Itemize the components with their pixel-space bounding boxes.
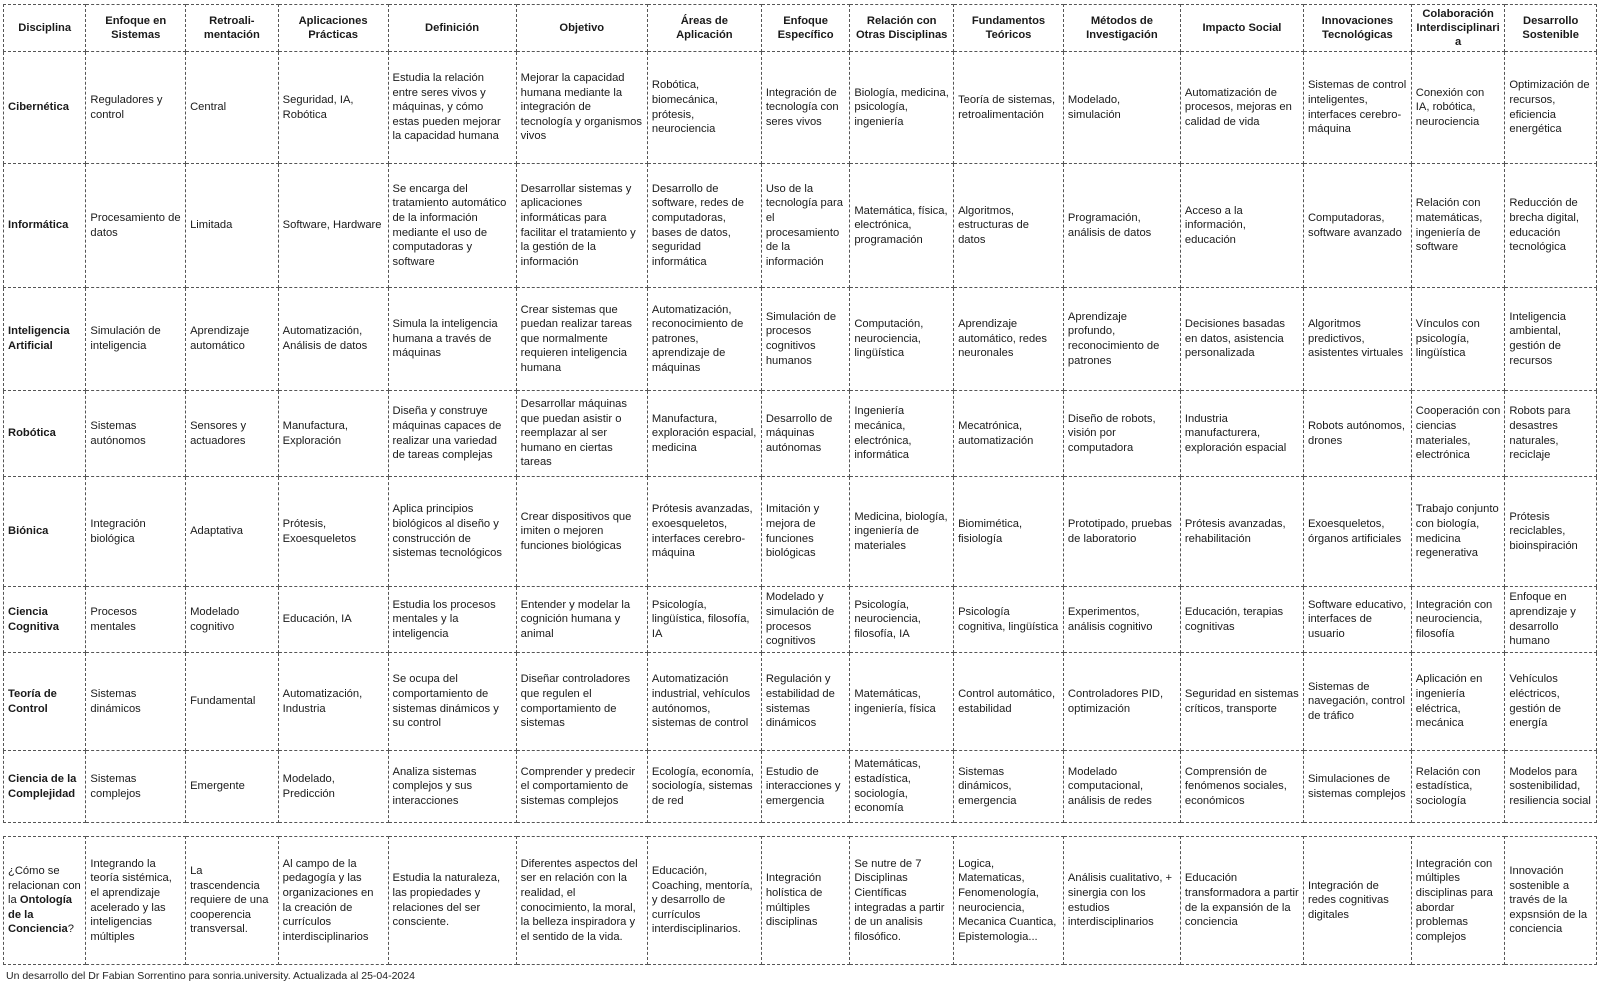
table-cell: Simula la inteligencia humana a través de máquinas: [388, 288, 516, 391]
column-header: Colaboración Interdisciplinaria: [1411, 5, 1505, 52]
table-cell: Matemática, física, electrónica, programación: [850, 164, 954, 288]
table-cell: Prótesis avanzadas, exoesqueletos, interfaces cerebro-máquina: [647, 477, 761, 587]
discipline-name: Cibernética: [4, 52, 86, 164]
table-cell: Simulación de inteligencia: [86, 288, 186, 391]
table-cell: Algoritmos predictivos, asistentes virtuales: [1303, 288, 1411, 391]
table-cell: Robots autónomos, drones: [1303, 391, 1411, 477]
table-cell: Robots para desastres naturales, reciclaje: [1505, 391, 1597, 477]
table-cell: Seguridad, IA, Robótica: [278, 52, 388, 164]
table-cell: Comprender y predecir el comportamiento de sistemas complejos: [516, 751, 647, 823]
table-cell: Manufactura, Exploración: [278, 391, 388, 477]
table-cell: Psicología, lingüística, filosofía, IA: [647, 587, 761, 653]
column-header: Objetivo: [516, 5, 647, 52]
table-cell: Estudia la relación entre seres vivos y máquinas, y cómo estas pueden mejorar la capacidad humana: [388, 52, 516, 164]
table-cell: Se encarga del tratamiento automático de la información mediante el uso de computadoras y software: [388, 164, 516, 288]
table-cell: Fundamental: [186, 653, 279, 751]
question-mark: ?: [67, 923, 74, 936]
table-cell: Software, Hardware: [278, 164, 388, 288]
table-cell: Cooperación con ciencias materiales, electrónica: [1411, 391, 1505, 477]
column-header: Relación con Otras Disciplinas: [850, 5, 954, 52]
table-cell: Diseña y construye máquinas capaces de realizar una variedad de tareas complejas: [388, 391, 516, 477]
table-cell: Prótesis, Exoesqueletos: [278, 477, 388, 587]
discipline-name: Ciencia de la Complejidad: [4, 751, 86, 823]
table-cell: Sistemas dinámicos: [86, 653, 186, 751]
table-cell: Adaptativa: [186, 477, 279, 587]
column-header: Innovaciones Tecnológicas: [1303, 5, 1411, 52]
table-row: [4, 653, 1597, 751]
table-cell: Aprendizaje automático: [186, 288, 279, 391]
table-row: [4, 587, 1597, 653]
table-cell: Procesos mentales: [86, 587, 186, 653]
table-row: [4, 288, 1597, 391]
table-cell: Sistemas dinámicos, emergencia: [954, 751, 1064, 823]
table-cell: Sistemas de control inteligentes, interfaces cerebro-máquina: [1303, 52, 1411, 164]
table-cell: Trabajo conjunto con biología, medicina regenerativa: [1411, 477, 1505, 587]
column-header: Enfoque Específico: [761, 5, 850, 52]
table-cell: Matemáticas, ingeniería, física: [850, 653, 954, 751]
table-cell: Modelos para sostenibilidad, resiliencia social: [1505, 751, 1597, 823]
table-cell: Seguridad en sistemas críticos, transporte: [1180, 653, 1303, 751]
header-row: [4, 5, 1597, 52]
table-cell: Reducción de brecha digital, educación tecnológica: [1505, 164, 1597, 288]
table-cell: Comprensión de fenómenos sociales, económicos: [1180, 751, 1303, 823]
column-header: Áreas de Aplicación: [647, 5, 761, 52]
table-cell: Diferentes aspectos del ser en relación con la realidad, el conocimiento, la moral, la belleza inspiradora y el sentido de la vida.: [516, 837, 647, 965]
table-cell: Teoría de sistemas, retroalimentación: [954, 52, 1064, 164]
table-cell: Acceso a la información, educación: [1180, 164, 1303, 288]
table-cell: Automatización, reconocimiento de patrones, aprendizaje de máquinas: [647, 288, 761, 391]
table-cell: La trascendencia requiere de una cooperencia transversal.: [186, 837, 279, 965]
table-cell: Educación transformadora a partir de la expansión de la conciencia: [1180, 837, 1303, 965]
table-cell: Prótesis reciclables, bioinspiración: [1505, 477, 1597, 587]
table-cell: Imitación y mejora de funciones biológicas: [761, 477, 850, 587]
table-cell: Regulación y estabilidad de sistemas dinámicos: [761, 653, 850, 751]
discipline-name: Inteligencia Artificial: [4, 288, 86, 391]
discipline-name: Informática: [4, 164, 86, 288]
table-cell: Entender y modelar la cognición humana y animal: [516, 587, 647, 653]
table-cell: Sistemas autónomos: [86, 391, 186, 477]
question-emphasis: Ontología de la Conciencia: [8, 894, 73, 936]
table-cell: Relación con estadística, sociología: [1411, 751, 1505, 823]
table-cell: Estudia la naturaleza, las propiedades y relaciones del ser consciente.: [388, 837, 516, 965]
table-cell: Estudia los procesos mentales y la inteligencia: [388, 587, 516, 653]
table-row: [4, 52, 1597, 164]
table-cell: Modelado, simulación: [1063, 52, 1180, 164]
table-cell: Automatización, Análisis de datos: [278, 288, 388, 391]
column-header: Enfoque en Sistemas: [86, 5, 186, 52]
table-cell: Integración con múltiples disciplinas para abordar problemas complejos: [1411, 837, 1505, 965]
conscience-ontology-table: [3, 836, 1597, 965]
table-cell: Automatización de procesos, mejoras en calidad de vida: [1180, 52, 1303, 164]
disciplines-table: [3, 4, 1597, 823]
table-cell: Biomimética, fisiología: [954, 477, 1064, 587]
table-cell: Integrando la teoría sistémica, el aprendizaje acelerado y las inteligencias múltiples: [86, 837, 186, 965]
table-cell: Aprendizaje profundo, reconocimiento de patrones: [1063, 288, 1180, 391]
table-cell: Emergente: [186, 751, 279, 823]
author-credit: Un desarrollo del Dr Fabian Sorrentino para sonria.university. Actualizada al 25-04-2024: [6, 970, 415, 982]
table-cell: Enfoque en aprendizaje y desarrollo humano: [1505, 587, 1597, 653]
table-cell: Algoritmos, estructuras de datos: [954, 164, 1064, 288]
table-cell: Integración de tecnología con seres vivos: [761, 52, 850, 164]
table-row: [4, 477, 1597, 587]
table-cell: Aprendizaje automático, redes neuronales: [954, 288, 1064, 391]
table-cell: Educación, terapias cognitivas: [1180, 587, 1303, 653]
table-cell: Innovación sostenible a través de la expsnsión de la conciencia: [1505, 837, 1597, 965]
table-row: [4, 751, 1597, 823]
table-cell: Vehículos eléctricos, gestión de energía: [1505, 653, 1597, 751]
table-cell: Mejorar la capacidad humana mediante la integración de tecnología y organismos vivos: [516, 52, 647, 164]
table-cell: Sistemas de navegación, control de tráfico: [1303, 653, 1411, 751]
table-cell: Integración con neurociencia, filosofía: [1411, 587, 1505, 653]
table-cell: Robótica, biomecánica, prótesis, neurociencia: [647, 52, 761, 164]
table-cell: Modelado, Predicción: [278, 751, 388, 823]
table-cell: Crear dispositivos que imiten o mejoren funciones biológicas: [516, 477, 647, 587]
column-header: Impacto Social: [1180, 5, 1303, 52]
table-cell: Ingeniería mecánica, electrónica, informática: [850, 391, 954, 477]
table-cell: Desarrollar sistemas y aplicaciones informáticas para facilitar el tratamiento y la gestión de la información: [516, 164, 647, 288]
table-cell: Se ocupa del comportamiento de sistemas dinámicos y su control: [388, 653, 516, 751]
table-cell: Conexión con IA, robótica, neurociencia: [1411, 52, 1505, 164]
conscience-question: [4, 837, 86, 965]
column-header: Retroali-mentación: [186, 5, 279, 52]
table-cell: Limitada: [186, 164, 279, 288]
table-row: [4, 164, 1597, 288]
table-cell: Diseñar controladores que regulen el comportamiento de sistemas: [516, 653, 647, 751]
table-cell: Sensores y actuadores: [186, 391, 279, 477]
table-cell: Al campo de la pedagogía y las organizaciones en la creación de currículos interdisciplinarios: [278, 837, 388, 965]
table-cell: Inteligencia ambiental, gestión de recursos: [1505, 288, 1597, 391]
discipline-name: Biónica: [4, 477, 86, 587]
table-cell: Central: [186, 52, 279, 164]
table-cell: Manufactura, exploración espacial, medicina: [647, 391, 761, 477]
table-cell: Aplicación en ingeniería eléctrica, mecánica: [1411, 653, 1505, 751]
table-cell: Computación, neurociencia, lingüística: [850, 288, 954, 391]
table-cell: Optimización de recursos, eficiencia energética: [1505, 52, 1597, 164]
table-cell: Modelado y simulación de procesos cognitivos: [761, 587, 850, 653]
discipline-name: Teoría de Control: [4, 653, 86, 751]
table-row: [4, 391, 1597, 477]
table-cell: Ecología, economía, sociología, sistemas de red: [647, 751, 761, 823]
table-cell: Control automático, estabilidad: [954, 653, 1064, 751]
table-cell: Software educativo, interfaces de usuario: [1303, 587, 1411, 653]
column-header: Definición: [388, 5, 516, 52]
table-cell: Procesamiento de datos: [86, 164, 186, 288]
table-cell: Se nutre de 7 Disciplinas Científicas integradas a partir de un analisis filosófico.: [850, 837, 954, 965]
table-cell: Educación, IA: [278, 587, 388, 653]
table-cell: Uso de la tecnología para el procesamiento de la información: [761, 164, 850, 288]
table-cell: Analiza sistemas complejos y sus interacciones: [388, 751, 516, 823]
table-cell: Educación, Coaching, mentoría, y desarrollo de currículos interdisciplinarios.: [647, 837, 761, 965]
table-cell: Desarrollo de software, redes de computadoras, bases de datos, seguridad informática: [647, 164, 761, 288]
table-cell: Medicina, biología, ingeniería de materiales: [850, 477, 954, 587]
question-intro: ¿Cómo se relacionan con la: [8, 865, 81, 907]
table-cell: Controladores PID, optimización: [1063, 653, 1180, 751]
table-cell: Integración holística de múltiples disciplinas: [761, 837, 850, 965]
table-cell: Logica, Matematicas, Fenomenología, neurociencia, Mecanica Cuantica, Epistemologia...: [954, 837, 1064, 965]
table-cell: Biología, medicina, psicología, ingeniería: [850, 52, 954, 164]
table-cell: Aplica principios biológicos al diseño y construcción de sistemas tecnológicos: [388, 477, 516, 587]
table-cell: Exoesqueletos, órganos artificiales: [1303, 477, 1411, 587]
table-cell: Automatización, Industria: [278, 653, 388, 751]
table-cell: Análisis cualitativo, + sinergia con los estudios interdisciplinarios: [1063, 837, 1180, 965]
table-cell: Integración biológica: [86, 477, 186, 587]
table-cell: Modelado computacional, análisis de redes: [1063, 751, 1180, 823]
table-cell: Psicología, neurociencia, filosofía, IA: [850, 587, 954, 653]
conscience-row: [4, 837, 1597, 965]
table-cell: Psicología cognitiva, lingüística: [954, 587, 1064, 653]
table-cell: Estudio de interacciones y emergencia: [761, 751, 850, 823]
table-cell: Prótesis avanzadas, rehabilitación: [1180, 477, 1303, 587]
table-cell: Prototipado, pruebas de laboratorio: [1063, 477, 1180, 587]
column-header: Disciplina: [4, 5, 86, 52]
table-cell: Experimentos, análisis cognitivo: [1063, 587, 1180, 653]
table-cell: Vínculos con psicología, lingüística: [1411, 288, 1505, 391]
table-cell: Decisiones basadas en datos, asistencia personalizada: [1180, 288, 1303, 391]
table-cell: Automatización industrial, vehículos autónomos, sistemas de control: [647, 653, 761, 751]
table-cell: Diseño de robots, visión por computadora: [1063, 391, 1180, 477]
table-cell: Modelado cognitivo: [186, 587, 279, 653]
column-header: Métodos de Investigación: [1063, 5, 1180, 52]
table-cell: Computadoras, software avanzado: [1303, 164, 1411, 288]
table-cell: Programación, análisis de datos: [1063, 164, 1180, 288]
table-cell: Crear sistemas que puedan realizar tareas que normalmente requieren inteligencia humana: [516, 288, 647, 391]
table-cell: Relación con matemáticas, ingeniería de software: [1411, 164, 1505, 288]
table-cell: Integración de redes cognitivas digitales: [1303, 837, 1411, 965]
table-cell: Simulación de procesos cognitivos humanos: [761, 288, 850, 391]
table-cell: Matemáticas, estadística, sociología, economía: [850, 751, 954, 823]
column-header: Fundamentos Teóricos: [954, 5, 1064, 52]
table-cell: Desarrollar máquinas que puedan asistir o reemplazar al ser humano en ciertas tareas: [516, 391, 647, 477]
table-cell: Sistemas complejos: [86, 751, 186, 823]
table-cell: Industria manufacturera, exploración espacial: [1180, 391, 1303, 477]
table-cell: Desarrollo de máquinas autónomas: [761, 391, 850, 477]
table-cell: Simulaciones de sistemas complejos: [1303, 751, 1411, 823]
table-cell: Reguladores y control: [86, 52, 186, 164]
discipline-name: Ciencia Cognitiva: [4, 587, 86, 653]
column-header: Aplicaciones Prácticas: [278, 5, 388, 52]
discipline-name: Robótica: [4, 391, 86, 477]
table-cell: Mecatrónica, automatización: [954, 391, 1064, 477]
column-header: Desarrollo Sostenible: [1505, 5, 1597, 52]
